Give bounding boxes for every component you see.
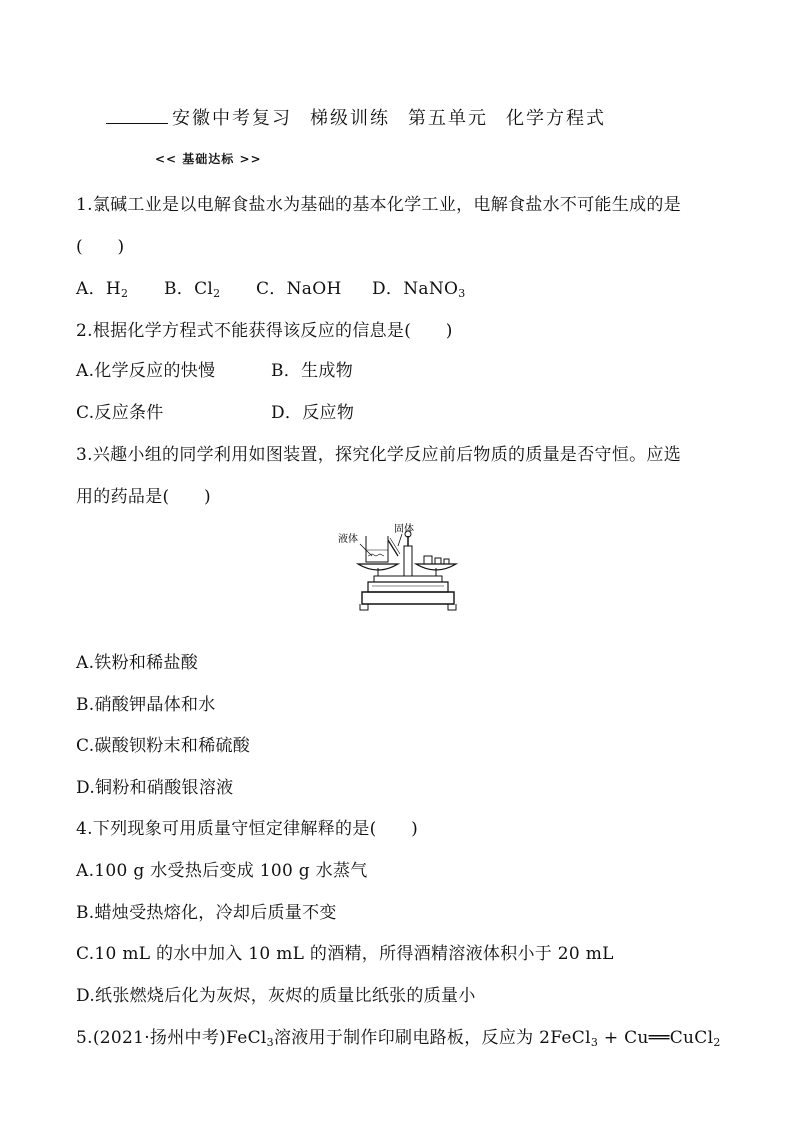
q4-text: 4.下列现象可用质量守恒定律解释的是( ) xyxy=(76,819,419,839)
q1-text-line2: ( ) xyxy=(76,237,125,257)
q2-option-a: A.化学反应的快慢 xyxy=(76,361,216,381)
q1-option-a: A．$H_2$ xyxy=(76,279,129,300)
q4-option-a: A.100 g 水受热后变成 100 g 水蒸气 xyxy=(76,861,368,881)
q2-options-row1 xyxy=(76,356,353,381)
figure-label-solid: 固体 xyxy=(394,524,414,535)
q2-option-c: C.反应条件 xyxy=(76,403,164,423)
q1-option-c: C．NaOH xyxy=(256,279,342,299)
q1-option-b: B．$Cl_2$ xyxy=(164,279,221,300)
q3-option-c: C.碳酸钡粉末和稀硫酸 xyxy=(76,736,251,756)
balance-figure xyxy=(338,520,462,624)
q5-text: 5.(2021·扬州中考)FeCl$_3$溶液用于制作印刷电路板，反应为 2FeCl$_3$ + Cu══CuCl$_2$ xyxy=(76,1028,721,1049)
balance-illustration xyxy=(338,520,462,624)
q4-option-c: C.10 mL 的水中加入 10 mL 的酒精，所得酒精溶液体积小于 20 mL xyxy=(76,944,614,964)
q2-text: 2.根据化学方程式不能获得该反应的信息是( ) xyxy=(76,321,453,341)
q3-text-line1: 3.兴趣小组的同学利用如图装置，探究化学反应前后物质的质量是否守恒。应选 xyxy=(76,445,682,465)
figure-label-liquid: 液体 xyxy=(338,534,358,545)
header-title: 安徽中考复习 xyxy=(172,108,292,129)
q3-text-line2: 用的药品是( ) xyxy=(76,487,211,507)
q2-options-row2 xyxy=(76,398,354,423)
header-subtitle: 梯级训练 xyxy=(310,108,390,129)
q2-option-b: B．生成物 xyxy=(271,361,353,381)
q4-option-d: D.纸张燃烧后化为灰烬，灰烬的质量比纸张的质量小 xyxy=(76,986,476,1006)
q1-option-d: D．NaNO$_3$ xyxy=(372,279,466,300)
q2-option-d: D．反应物 xyxy=(271,403,355,423)
q3-option-a: A.铁粉和稀盐酸 xyxy=(76,653,199,673)
header-unit: 第五单元 xyxy=(408,108,488,129)
q4-option-b: B.蜡烛受热熔化，冷却后质量不变 xyxy=(76,903,337,923)
q3-option-b: B.硝酸钾晶体和水 xyxy=(76,695,216,715)
page-header xyxy=(106,104,726,130)
section-label: << 基础达标 >> xyxy=(155,152,262,166)
name-blank xyxy=(106,105,168,124)
q1-text-line1: 1.氯碱工业是以电解食盐水为基础的基本化学工业，电解食盐水不可能生成的是 xyxy=(76,195,682,215)
header-topic: 化学方程式 xyxy=(506,108,606,129)
q1-options xyxy=(76,274,466,300)
q3-option-d: D.铜粉和硝酸银溶液 xyxy=(76,778,234,798)
